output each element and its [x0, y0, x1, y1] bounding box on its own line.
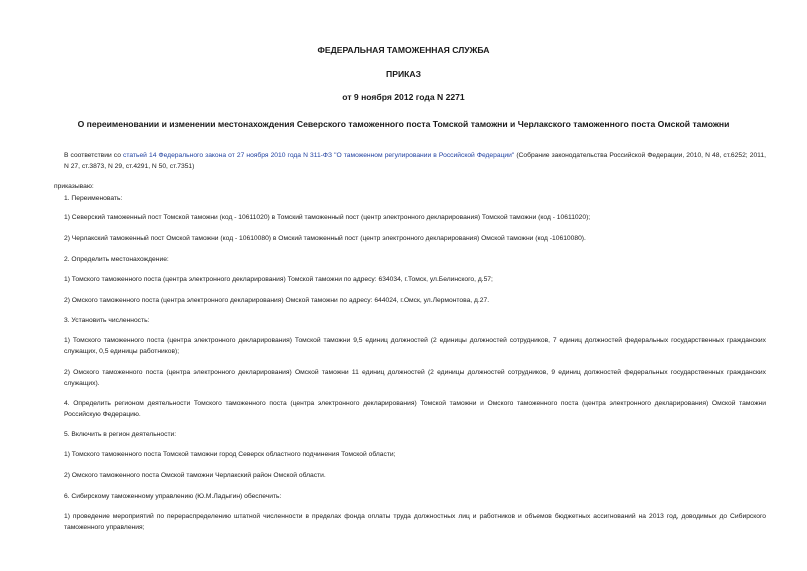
document-type: ПРИКАЗ	[386, 69, 421, 79]
item-3: 3. Установить численность:	[64, 317, 150, 324]
item-2-2: 2) Омского таможенного поста (центра электронного декларирования) Омской таможни по адресу: 644024, г.Омск, ул.Лермонтова, д.27.	[64, 297, 490, 304]
document-date-number: от 9 ноября 2012 года N 2271	[342, 92, 465, 102]
preamble	[64, 150, 766, 172]
item-1-1: 1) Северский таможенный пост Томской таможни (код - 10611020) в Томский таможенный пост (центр электронного декларирования) Томской таможни (код - 10611020);	[64, 214, 591, 221]
item-5: 5. Включить в регион деятельности:	[64, 431, 177, 438]
item-5-2: 2) Омского таможенного поста Омской таможни Черлакский район Омской области.	[64, 472, 326, 479]
preamble-tail: (Собрание законодательства Российской Федерации, 2010, N 48, ст.6252; 2011, N 27, ст.3873, N 29, ст.4291, N 50, ст.7351)	[64, 152, 766, 170]
item-1-2: 2) Черлакский таможенный пост Омской таможни (код - 10610080) в Омский таможенный пост (центр электронного декларирования) Омской таможни (код -10610080).	[64, 235, 586, 242]
item-3-2: 2) Омского таможенного поста (центра электронного декларирования) Омской таможни 11 единиц должностей (2 единицы должностей сотрудников, 9 единиц должностей федеральных государственных гражданских служащих).	[64, 369, 766, 387]
item-6-1: 1) проведение мероприятий по перераспределению штатной численности в пределах фонда оплаты труда должностных лиц и работников и объемов бюджетных ассигнований на 2013 год, доводимых до Сибирского таможенного управления;	[64, 513, 766, 531]
item-2-1: 1) Томского таможенного поста (центра электронного декларирования) Томской таможни по адресу: 634034, г.Томск, ул.Белинского, д.57;	[64, 276, 493, 283]
item-2: 2. Определить местонахождение:	[64, 256, 169, 263]
agency-title: ФЕДЕРАЛЬНАЯ ТАМОЖЕННАЯ СЛУЖБА	[317, 45, 490, 55]
law-reference-link[interactable]: статьей 14 Федерального закона от 27 ноября 2010 года N 311-ФЗ "О таможенном регулировании в Российской Федерации"	[123, 152, 515, 159]
item-3-1: 1) Томского таможенного поста (центра электронного декларирования) Томской таможни 9,5 единиц должностей (2 единицы должностей сотрудников, 7 единиц должностей федеральных государственных гражданских служащих, 0,5 единицы работников);	[64, 337, 766, 355]
preamble-lead: В соответствии со	[64, 152, 124, 159]
item-1: 1. Переименовать:	[64, 195, 123, 202]
item-5-1: 1) Томского таможенного поста Томской таможни город Северск областного подчинения Томской области;	[64, 451, 396, 458]
item-4: 4. Определить регионом деятельности Томского таможенного поста (центра электронного декларирования) Томской таможни и Омского таможенного поста (центра электронного декларирования) Омской таможни Российскую Федерацию.	[64, 400, 766, 418]
item-6: 6. Сибирскому таможенному управлению (Ю.М.Ладыгин) обеспечить:	[64, 493, 282, 500]
order-word: приказываю:	[54, 183, 94, 190]
document-subject: О переименовании и изменении местонахождения Северского таможенного поста Томской таможни и Черлакского таможенного поста Омской таможни	[77, 119, 730, 129]
